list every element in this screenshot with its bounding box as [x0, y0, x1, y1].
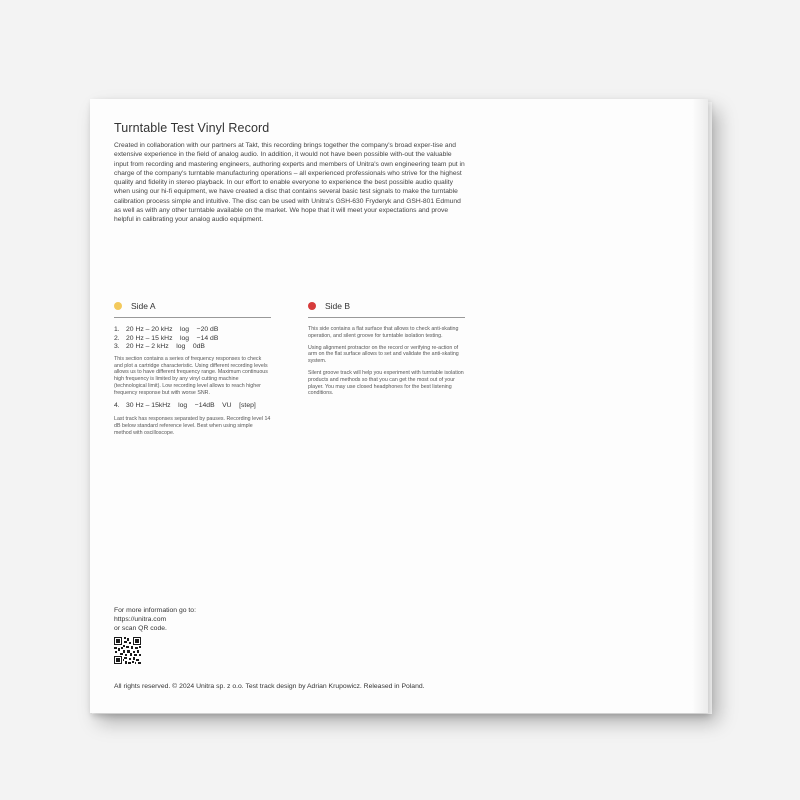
- side-b-label: Side B: [325, 300, 351, 311]
- side-a-section: [114, 300, 271, 437]
- side-b-paragraph: Silent groove track will help you experiment with turntable isolation products and methods so that you can get the most out of your player. You may use closed headphones for the best listening conditions.: [308, 369, 464, 397]
- track-item: [114, 335, 271, 344]
- track-number: 3.: [114, 343, 120, 351]
- side-b-paragraph: This side contains a flat surface that allows to check anti-skating operation, and silent groove for turntable isolation testing.: [308, 326, 459, 339]
- side-b-header: [308, 300, 465, 318]
- sleeve-edge: [692, 99, 708, 713]
- website-link[interactable]: https://unitra.com: [114, 616, 167, 623]
- track-text: 20 Hz – 20 kHz log −20 dB: [126, 326, 219, 333]
- track-number: 4.: [114, 401, 120, 409]
- track-number: 2.: [114, 334, 120, 342]
- side-b-body: [308, 326, 465, 397]
- track-number: 1.: [114, 326, 120, 333]
- track-text: 30 Hz – 15kHz log −14dB VU [step]: [126, 401, 256, 409]
- track-item: [114, 326, 271, 335]
- side-a-dot-icon: [114, 302, 122, 310]
- track-text: 20 Hz – 15 kHz log −14 dB: [126, 334, 219, 342]
- page-title: Turntable Test Vinyl Record: [114, 121, 270, 135]
- record-sleeve: [90, 99, 708, 713]
- side-b-dot-icon: [308, 302, 316, 310]
- intro-paragraph: Created in collaboration with our partners at Takt, this recording brings together the company's broad exper-tise and extensive experience in the field of analog audio. In addition, it would not have been possible with-out the valuable input from recording and mastering engineers, authoring experts and members of Unitra's own engineering team put in charge of the company's turntable manufacturing operations – all experienced professionals who strive for the highest quality and fidelity in stereo playback. In our effort to enable everyone to experience the best possible audio quality when using our hi-fi equipment, we have created a disc that contains several basic test signals to make the turntable calibration process simple and intuitive. The disc can be used with Unitra's GSH-630 Fryderyk and GSH-801 Edmund as well as with any other turntable available on the market. We hope that it will meet your expectations and prove helpful in calibrating your analog audio equipment.: [114, 142, 465, 224]
- qr-code-icon[interactable]: [114, 637, 141, 664]
- track-item: [114, 343, 271, 352]
- side-a-header: [114, 300, 271, 318]
- side-a-track-list: [114, 326, 271, 352]
- more-info-line: For more information go to:: [114, 607, 196, 614]
- side-a-label: Side A: [131, 300, 156, 311]
- track-text: 20 Hz – 2 kHz log 0dB: [126, 343, 205, 351]
- side-a-track4-description: Last track has responses separated by pauses. Recording level 14 dB below standard reference level. Best when using simple method with oscilloscope.: [114, 416, 271, 436]
- side-b-section: [308, 300, 465, 402]
- track-item: [114, 402, 271, 411]
- side-b-paragraph: Using alignment protractor on the record or verifying re-action of arm on the flat surface allows to set and validate the anti-skating system.: [308, 344, 459, 365]
- more-info-line: or scan QR code.: [114, 625, 167, 632]
- footer-copyright: All rights reserved. © 2024 Unitra sp. z o.o. Test track design by Adrian Krupowicz. Released in Poland.: [114, 683, 425, 690]
- side-a-description: This section contains a series of frequency responses to check and plot a cartridge characteristic. Using different recording levels allows us to have different frequency range. Maximum continuous high frequency is limited by any vinyl cutting machine (technological limit). Low recording level allows to reach higher frequency response but with worse SNR.: [114, 355, 268, 396]
- more-info: [114, 606, 196, 633]
